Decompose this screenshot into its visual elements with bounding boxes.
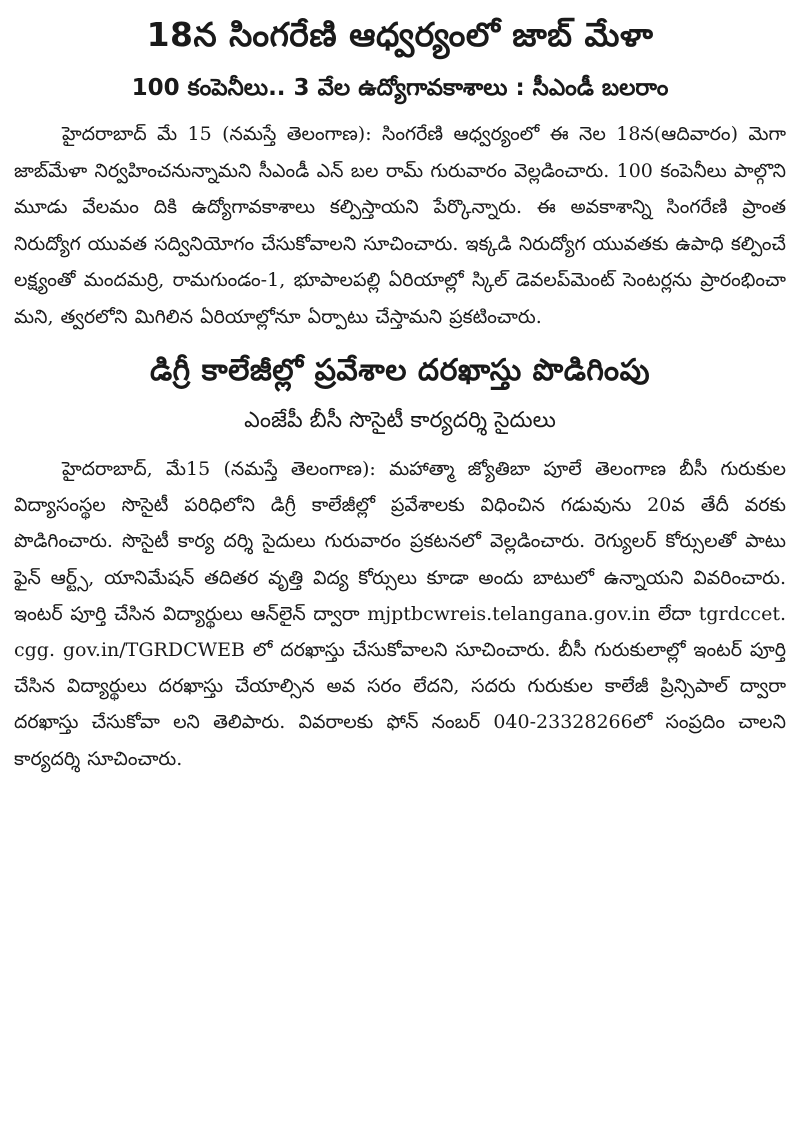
article-body-job-mela: హైదరాబాద్‌ మే 15 (నమస్తే తెలంగాణ): సింగరేణి ఆధ్వర్యంలో ఈ నెల 18న(ఆదివారం) మెగా జాబ్‌మేళా నిర్వహించనున్నామని సీఎండీ ఎన్‌ బల రామ్‌ గురువారం వెల్లడించారు. 100 కంపెనీలు పాల్గొని మూడు వేలమం దికి ఉద్యోగావకాశాలు కల్పిస్తాయని పేర్కొన్నారు. ఈ అవకాశాన్ని సింగరేణి ప్రాంత నిరుద్యోగ యువత సద్వినియోగం చేసుకోవాలని సూచించారు. ఇక్కడి నిరుద్యోగ యువతకు ఉపాధి కల్పించే లక్ష్యంతో మందమర్రి, రామగుండం-1, భూపాలపల్లి ఏరియాల్లో స్కిల్‌ డెవలప్‌మెంట్‌ సెంటర్లను ప్రారంభించా మని, త్వరలోని మిగిలిన ఏరియాల్లోనూ ఏర్పాటు చేస్తామని ప్రకటించారు. xyxy=(14,123,787,328)
article-degree-admissions xyxy=(14,343,786,777)
headline-job-mela: 18న సింగరేణి ఆధ్వర్యంలో జాబ్‌ మేళా xyxy=(146,15,654,54)
subheadline-degree-admissions: ఎంజేపీ బీసీ సొసైటీ కార్యదర్శి సైదులు xyxy=(244,408,556,433)
article-job-mela xyxy=(14,6,786,335)
subheadline-job-mela: 100 కంపెనీలు.. 3 వేల ఉద్యోగావకాశాలు : సీఎండీ బలరాం xyxy=(131,75,669,101)
article-body-degree-admissions: హైదరాబాద్‌, మే15 (నమస్తే తెలంగాణ): మహాత్మా జ్యోతిబా పూలే తెలంగాణ బీసీ గురుకుల విద్యాసంస్థల సొసైటీ పరిధిలోని డిగ్రీ కాలేజీల్లో ప్రవేశాలకు విధించిన గడువును 20వ తేదీ వరకు పొడిగించారు. సొసైటీ కార్య దర్శి సైదులు గురువారం ప్రకటనలో వెల్లడించారు. రెగ్యులర్‌ కోర్సులతో పాటు ఫైన్‌ ఆర్ట్స్‌, యానిమేషన్‌ తదితర వృత్తి విద్య కోర్సులు కూడా అందు బాటులో ఉన్నాయని వివరించారు. ఇంటర్‌ పూర్తి చేసిన విద్యార్థులు ఆన్‌లైన్‌ ద్వారా mjptbcwreis.telangana.gov.in లేదా tgrdccet. cgg. gov.in/TGRDCWEB లో దరఖాస్తు చేసుకోవాలని సూచించారు. బీసీ గురుకులాల్లో ఇంటర్‌ పూర్తి చేసిన విద్యార్థులు దరఖాస్తు చేయాల్సిన అవ సరం లేదని, సదరు గురుకుల కాలేజీ ప్రిన్సిపాల్‌ ద్వారా దరఖాస్తు చేసుకోవా లని తెలిపారు. వివరాలకు ఫోన్‌ నంబర్‌ 040-23328266లో సంప్రదిం చాలని కార్యదర్శి సూచించారు. xyxy=(14,458,786,770)
headline-degree-admissions: డిగ్రీ కాలేజీల్లో ప్రవేశాల దరఖాస్తు పొడిగింపు xyxy=(149,353,651,388)
